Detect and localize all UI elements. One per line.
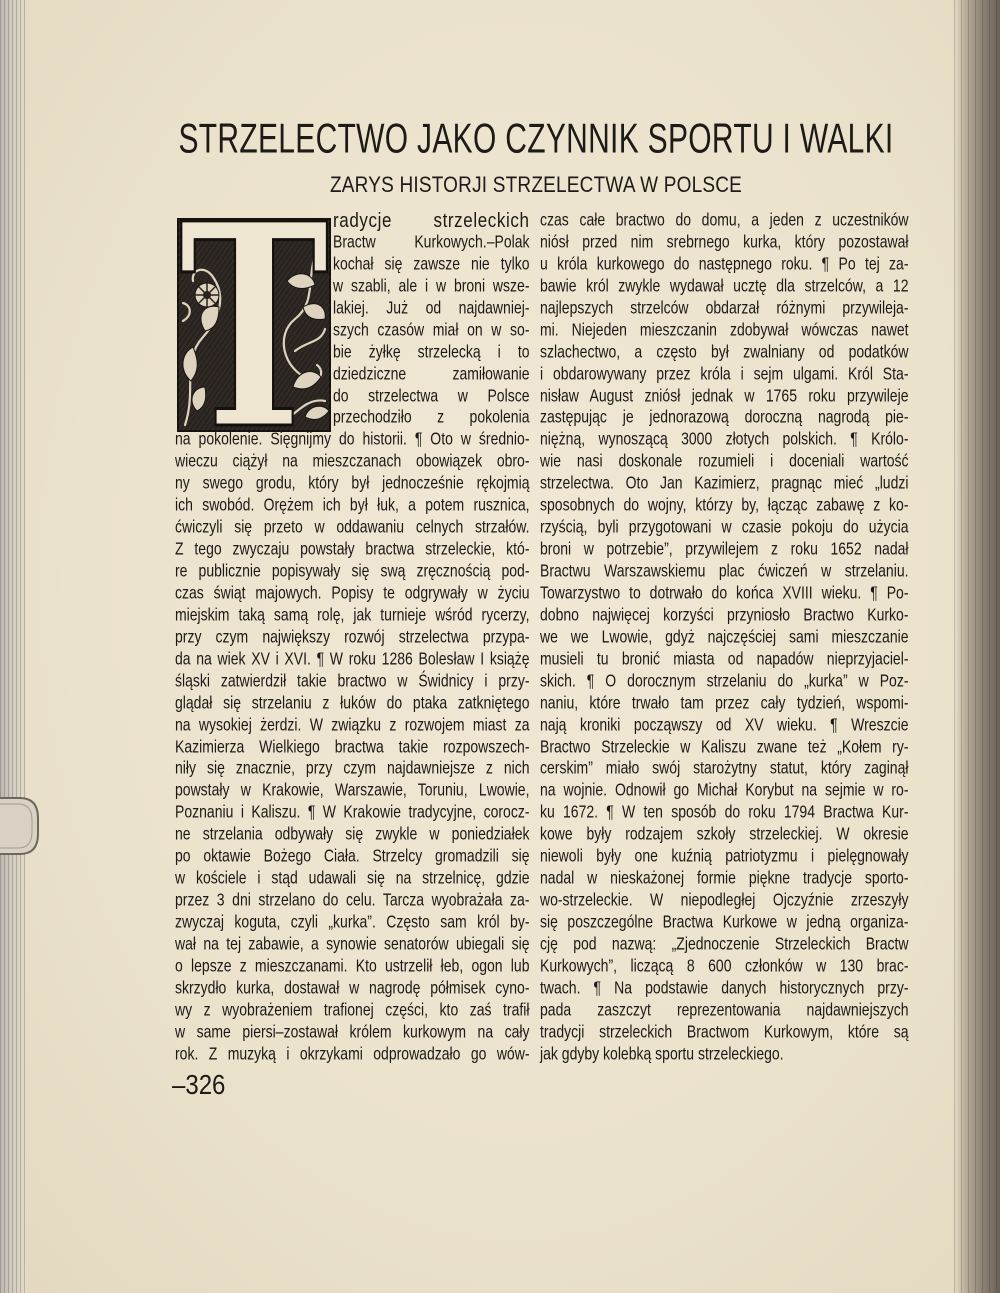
text-line: miejskim taką samą rolę, jak turnieje wśród rycerzy,: [175, 604, 530, 625]
page-stack-edge: [0, 0, 26, 1293]
text-line: wieczu ciążył na mieszczanach obowiązek obro-: [175, 451, 530, 471]
text-line: naniu, które trwało tam przez cały tydzień, wspomi-: [540, 692, 909, 712]
text-line: cerskim” miało swój starożytny statut, który zaginął: [540, 758, 909, 778]
text-line: broni w potrzebie”, przywilejem z roku 1652 nadał: [540, 538, 909, 559]
text-line: na pokolenie. Sięgnijmy do historii. ¶ Oto w średnio-: [175, 429, 530, 449]
text-line: Poznaniu i Kaliszu. ¶ W Krakowie tradycyjne, corocz-: [175, 802, 530, 822]
text-line: rzyścią, byli przygotowani w czasie pokoju do użycia: [540, 516, 909, 537]
chapter-title: STRZELECTWO JAKO CZYNNIK SPORTU I WALKI: [178, 116, 894, 163]
text-line: bawie król zwykle wydawał ucztę dla strzelców, a 12: [540, 275, 909, 296]
text-line: jak gdyby kolebką sportu strzeleckiego.: [540, 1043, 784, 1063]
text-line: dziedziczne zamiłowanie: [333, 363, 530, 383]
text-line: kowe były rodzajem szkoły strzeleckiej. W okresie: [540, 824, 909, 844]
text-line: na wysokiej żerdzi. W związku z rozwojem miast za: [175, 714, 530, 734]
text-line: kochał się zawsze nie tylko: [333, 253, 530, 274]
text-line: zwyczaj koguta, czyli „kurka”. Często sam król by-: [175, 911, 530, 932]
text-line: tradycji strzeleckich Bractwom Kurkowym, które są: [540, 1021, 909, 1041]
text-line: przy czym największy rozwój strzelectwa przypa-: [175, 626, 530, 647]
text-line: nadal w nieskażonej formie piękne tradycje sporto-: [540, 867, 909, 888]
text-line: twach. ¶ Na podstawie danych historycznych przy-: [540, 977, 909, 998]
text-line: po oktawie Bożego Ciała. Strzelcy gromadzili się: [175, 845, 530, 866]
text-line: o lepsze z mieszczanami. Kto ustrzelił łeb, ogon lub: [175, 955, 530, 976]
text-line: Bractwo Strzeleckie w Kaliszu zwane też „Kołem ry-: [540, 736, 909, 756]
text-line: Bractw Kurkowych.–Polak: [333, 231, 530, 252]
text-line: radycje strzeleckich: [333, 208, 530, 232]
text-line: śląski zatwierdził takie bractwo w Świdnicy i przy-: [175, 670, 530, 690]
text-line: przechodziło z pokolenia: [333, 407, 530, 427]
text-line: u króla kurkowego do następnego roku. ¶ Po tej za-: [540, 253, 909, 274]
text-line: cję pod nazwą: „Zjednoczenie Strzeleckich Bractw: [540, 933, 909, 954]
right-text-column: [540, 210, 909, 1066]
text-line: na wojnie. Odnowił go Michał Korybut na sejmie w ro-: [540, 780, 909, 800]
chapter-subtitle: ZARYS HISTORJI STRZELECTWA W POLSCE: [329, 173, 743, 198]
text-line: szlachectwo, a często był zwalniany od podatków: [540, 341, 909, 361]
text-line: przez 3 dni strzelano do celu. Tarcza wyobrażała za-: [175, 889, 530, 910]
page-number: –326: [172, 1069, 226, 1101]
text-line: czas całe bractwo do domu, a jeden z uczestników: [540, 209, 909, 230]
text-line: rok. Z muzyką i okrzykami odprowadzało go wów-: [175, 1043, 530, 1063]
text-line: niły się znacznie, przy czym najdawniejsze z nich: [175, 758, 530, 778]
text-line: nają kroniki począwszy od XV wieku. ¶ Wreszcie: [540, 714, 909, 734]
text-line: dobno najwięcej korzyści przyniosło Bractwo Kurko-: [540, 604, 909, 625]
text-line: ćwiczyli się przeto w oddawaniu celnych strzałów.: [175, 516, 530, 537]
text-line: Z tego zwyczaju powstały bractwa strzeleckie, któ-: [175, 538, 530, 559]
text-line: nisław August zniósł jednak w 1765 roku przywileje: [540, 385, 909, 405]
text-line: re publicznie popisywały się swą zręcznością pod-: [175, 560, 530, 581]
text-line: lakiej. Już od najdawniej-: [333, 297, 530, 318]
text-line: się poszczególne Bractwa Kurkowe w jedną organiza-: [540, 911, 909, 932]
text-line: wał na tej zabawie, a synowie senatorów ubiegali się: [175, 933, 530, 954]
text-line: w same piersi–zostawał królem kurkowym na cały: [175, 1021, 530, 1041]
text-line: mi. Niejeden mieszczanin zdobywał wówczas nawet: [540, 319, 909, 339]
text-line: we we Lwowie, gdyż najczęściej sami mieszczanie: [540, 626, 909, 647]
text-line: Kurkowych”, liczącą 8 600 członków w 130 brac-: [540, 955, 909, 976]
text-line: wie nasi doskonale rozumieli i doceniali wartość: [540, 451, 909, 471]
text-line: Kazimierza Wielkiego bractwa takie rozpowszech-: [175, 736, 530, 756]
text-line: szych czasów miał on w so-: [333, 319, 530, 339]
text-line: niężną, wynoszącą 3000 złotych polskich. ¶ Królo-: [540, 429, 909, 449]
text-line: wo-strzeleckie. W niepodległej Ojczyźnie zrzeszyły: [540, 889, 909, 910]
text-line: zastępując je jednorazową doroczną nagrodą pie-: [540, 407, 909, 427]
text-line: powstały w Krakowie, Warszawie, Toruniu, Lwowie,: [175, 780, 530, 800]
text-line: ku 1672. ¶ W ten sposób do roku 1794 Bractwa Kur-: [540, 802, 909, 822]
text-line: w szabli, ale i w broni wsze-: [333, 275, 530, 296]
text-line: sposobnych do wojny, którzy by, łącząc zabawę z ko-: [540, 494, 909, 515]
text-line: niósł przed nim srebrnego kurka, który pozostawał: [540, 231, 909, 252]
initial-letter: T: [179, 211, 329, 433]
text-line: w kościele i stąd udawali się na strzelnicę, gdzie: [175, 867, 530, 888]
text-line: pada zaszczyt reprezentowania najdawniejszych: [540, 999, 909, 1020]
text-line: da na wiek XV i XVI. ¶ W roku 1286 Bolesław I książę: [175, 648, 530, 669]
text-line: wy z wyobrażeniem trafionej części, kto zaś trafił: [175, 999, 530, 1020]
text-line: najlepszych strzelców obdarzał różnymi przywileja-: [540, 297, 909, 318]
text-line: Towarzystwo to dotrwało do końca XVIII wieku. ¶ Po-: [540, 582, 909, 603]
text-line: i obdarowywany przez króla i sejm ulgami. Król Sta-: [540, 363, 909, 383]
left-text-column: [175, 210, 530, 1066]
gutter-shadow: [954, 0, 1000, 1293]
text-line: Bractwu Warszawskiemu plac ćwiczeń w strzelaniu.: [540, 560, 909, 581]
page-clip: [0, 790, 44, 862]
text-line: ich swobód. Orężem ich był łuk, a potem rusznica,: [175, 494, 530, 515]
text-line: ny swego grodu, który był jednocześnie rękojmią: [175, 473, 530, 493]
text-line: strzelectwa. Oto Jan Kazimierz, pragnąc mieć „ludzi: [540, 473, 909, 493]
text-line: musieli tu bronić miasta od napadów nieprzyjaciel-: [540, 648, 909, 669]
text-line: niewoli były one kuźnią patriotyzmu i pielęgnowały: [540, 845, 909, 866]
text-line: skich. ¶ O dorocznym strzelaniu do „kurka” w Poz-: [540, 670, 909, 690]
text-line: czas świąt majowych. Popisy te odgrywały w życiu: [175, 582, 530, 603]
text-line: glądał się strzelaniu z łuków do ptaka zatkniętego: [175, 692, 530, 712]
text-line: bie żyłkę strzelecką i to: [333, 341, 530, 361]
text-line: ne strzelania odbywały się zwykle w poniedziałek: [175, 824, 530, 844]
text-line: skrzydło kurka, dostawał w nagrodę półmisek cyno-: [175, 977, 530, 998]
text-line: do strzelectwa w Polsce: [333, 385, 530, 405]
